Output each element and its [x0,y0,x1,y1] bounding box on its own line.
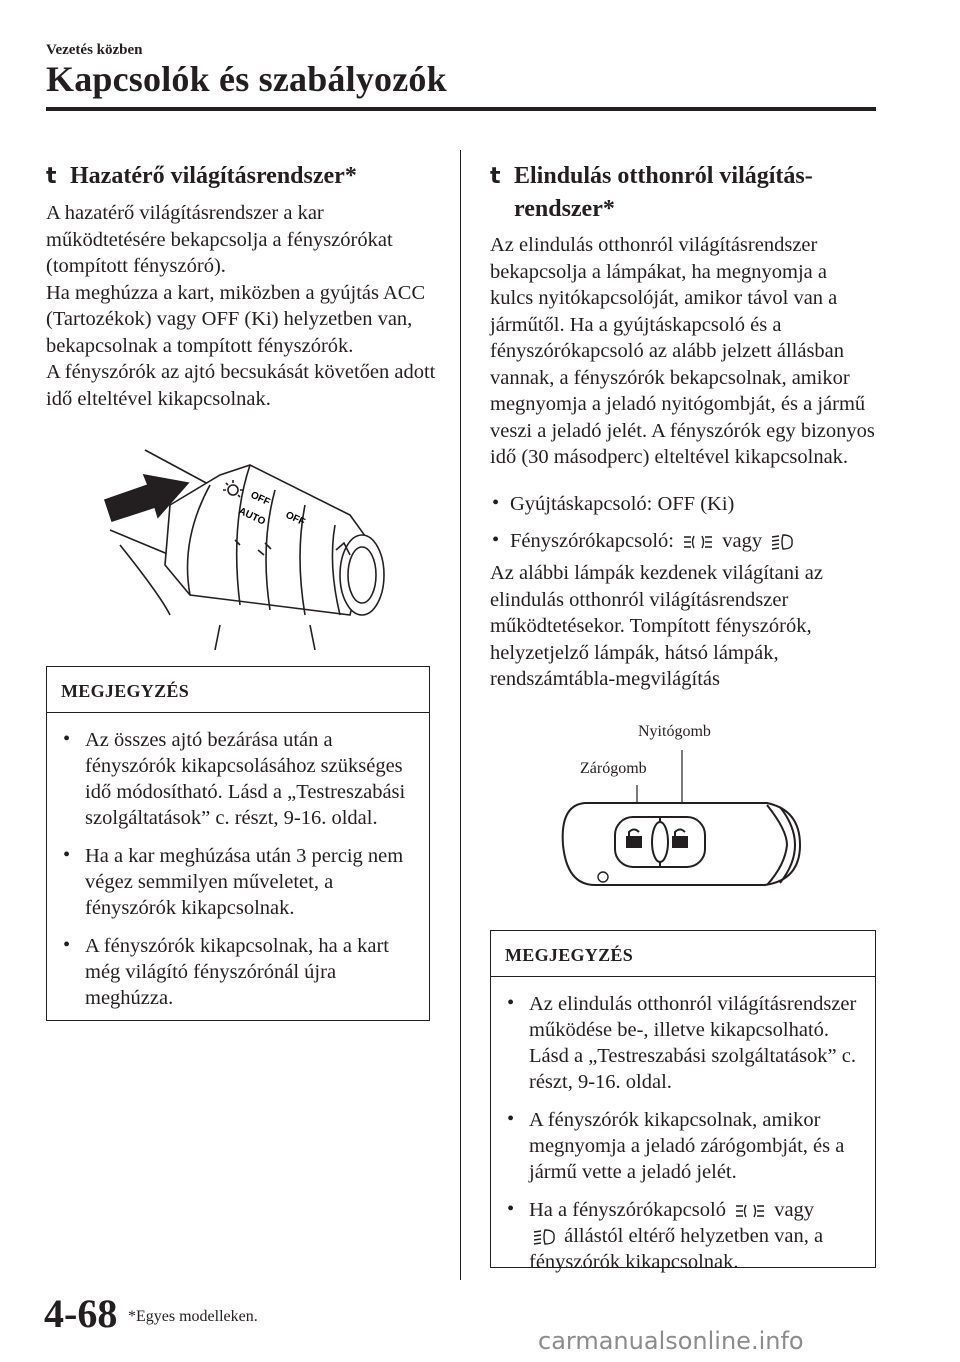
note-item: • Ha a kar meghúzása után 3 percig nem végez semmilyen műveletet, a fényszórók kikapcsolnak. [61,843,419,921]
left-body [46,200,438,412]
note-list [47,713,429,1011]
note-item: • Az összes ajtó bezárása után a fényszórók kikapcsolásához szükséges idő módosítható. Lásd a „Testreszabási szolgáltatások” c. részt, 9-16. oldal. [61,727,419,831]
lever-label-off-2: OFF [283,509,307,529]
note-title: MEGJEGYZÉS [491,931,875,977]
section-marker-icon: t [46,164,57,189]
transmitter-key-illustration [555,745,810,900]
note-item: • Az elindulás otthonról világításrendszer működése be-, illetve kikapcsolható. Lásd a „Testreszabási szolgáltatások” c. részt, 9-16. oldal. [505,991,865,1095]
right-note-box [490,930,876,1273]
low-beam-icon [771,533,793,551]
note-item-suffix: állástól eltérő helyzetben van, a fényszórók kikapcsolnak. [529,1225,824,1273]
left-note-box [46,666,430,1021]
lever-label-off: OFF [248,489,272,509]
note-list [491,977,875,1275]
page-number: 4-68 [44,1291,118,1336]
lever-label-auto: AUTO [236,505,267,528]
watermark: carmanualsonline.info [538,1327,804,1355]
left-paragraph: A fényszórók az ajtó becsukását követően adott idő elteltével kikapcsolnak. [46,361,436,410]
header-rule [46,107,876,111]
bullet-prefix: Fényszórókapcsoló: [510,529,674,552]
note-item: • A fényszórók kikapcsolnak, ha a kart még világító fényszórónál újra meghúzza. [61,933,419,1011]
note-item-middle: vagy [774,1199,815,1221]
column-divider [460,150,461,1280]
note-title: MEGJEGYZÉS [47,667,429,713]
lock-button-icon [627,837,641,847]
section-marker-icon: t [490,164,501,189]
low-beam-icon [533,1228,555,1246]
note-item: • A fényszórók kikapcsolnak, amikor megnyomja a jeladó zárógombját, és a jármű vette a jeladó jelét. [505,1107,865,1185]
right-paragraph-1: Az elindulás otthonról világításrendszer bekapcsolja a lámpákat, ha megnyomja a kulcs nyitókapcsolóját, amikor távol van a járműtől. Ha a gyújtáskapcsoló és a fényszórókapcsoló az alább jelzett állásban vannak, a fényszórók bekapcsolnak, amikor megnyomja a jeladó nyitógombját, és a jármű veszi a jeladó jelét. A fényszórók egy bizonyos idő (30 másodperc) elteltével kikapcsolnak. [490,234,875,468]
bullet-item: • Gyújtáskapcsoló: OFF (Ki) [490,491,875,518]
note-item [505,1197,865,1275]
left-paragraph: Ha meghúzza a kart, miközben a gyújtás ACC (Tartozékok) vagy OFF (Ki) helyzetben van, bekapcsolnak a tompított fényszórók. [46,281,426,357]
left-heading-text: Hazatérő világításrendszer* [70,163,357,189]
lock-button-label: Zárógomb [580,760,647,777]
right-paragraph-2: Az alábbi lámpák kezdenek világítani az elindulás otthonról világításrendszer működtetésekor. Tompított fényszórók, helyzetjelző lámpák, hátsó lámpák, rendszámtábla-megvilágítás [490,562,823,690]
unlock-button-icon [673,837,687,847]
bullet-middle: vagy [722,529,763,552]
unlock-button-label: Nyitógomb [638,723,711,740]
right-section-heading [490,160,880,225]
note-item-prefix: Ha a fényszórókapcsoló [529,1199,726,1221]
right-heading-line1: Elindulás otthonról világítás- [514,163,813,189]
bullet-item [490,528,875,555]
left-section-heading [46,160,446,193]
right-bullet-list [490,491,875,564]
parking-lamp-icon [683,533,713,551]
footnote: *Egyes modelleken. [128,1308,258,1325]
chapter-title: Kapcsolók és szabályozók [46,59,447,99]
right-heading-line2: rendszer* [514,196,615,222]
headlight-lever-illustration [100,445,400,650]
breadcrumb: Vezetés közben [46,42,143,58]
parking-lamp-icon [735,1202,765,1220]
left-paragraph: A hazatérő világításrendszer a kar működtetésére bekapcsolja a fényszórókat (tompított fényszóró). [46,202,393,277]
